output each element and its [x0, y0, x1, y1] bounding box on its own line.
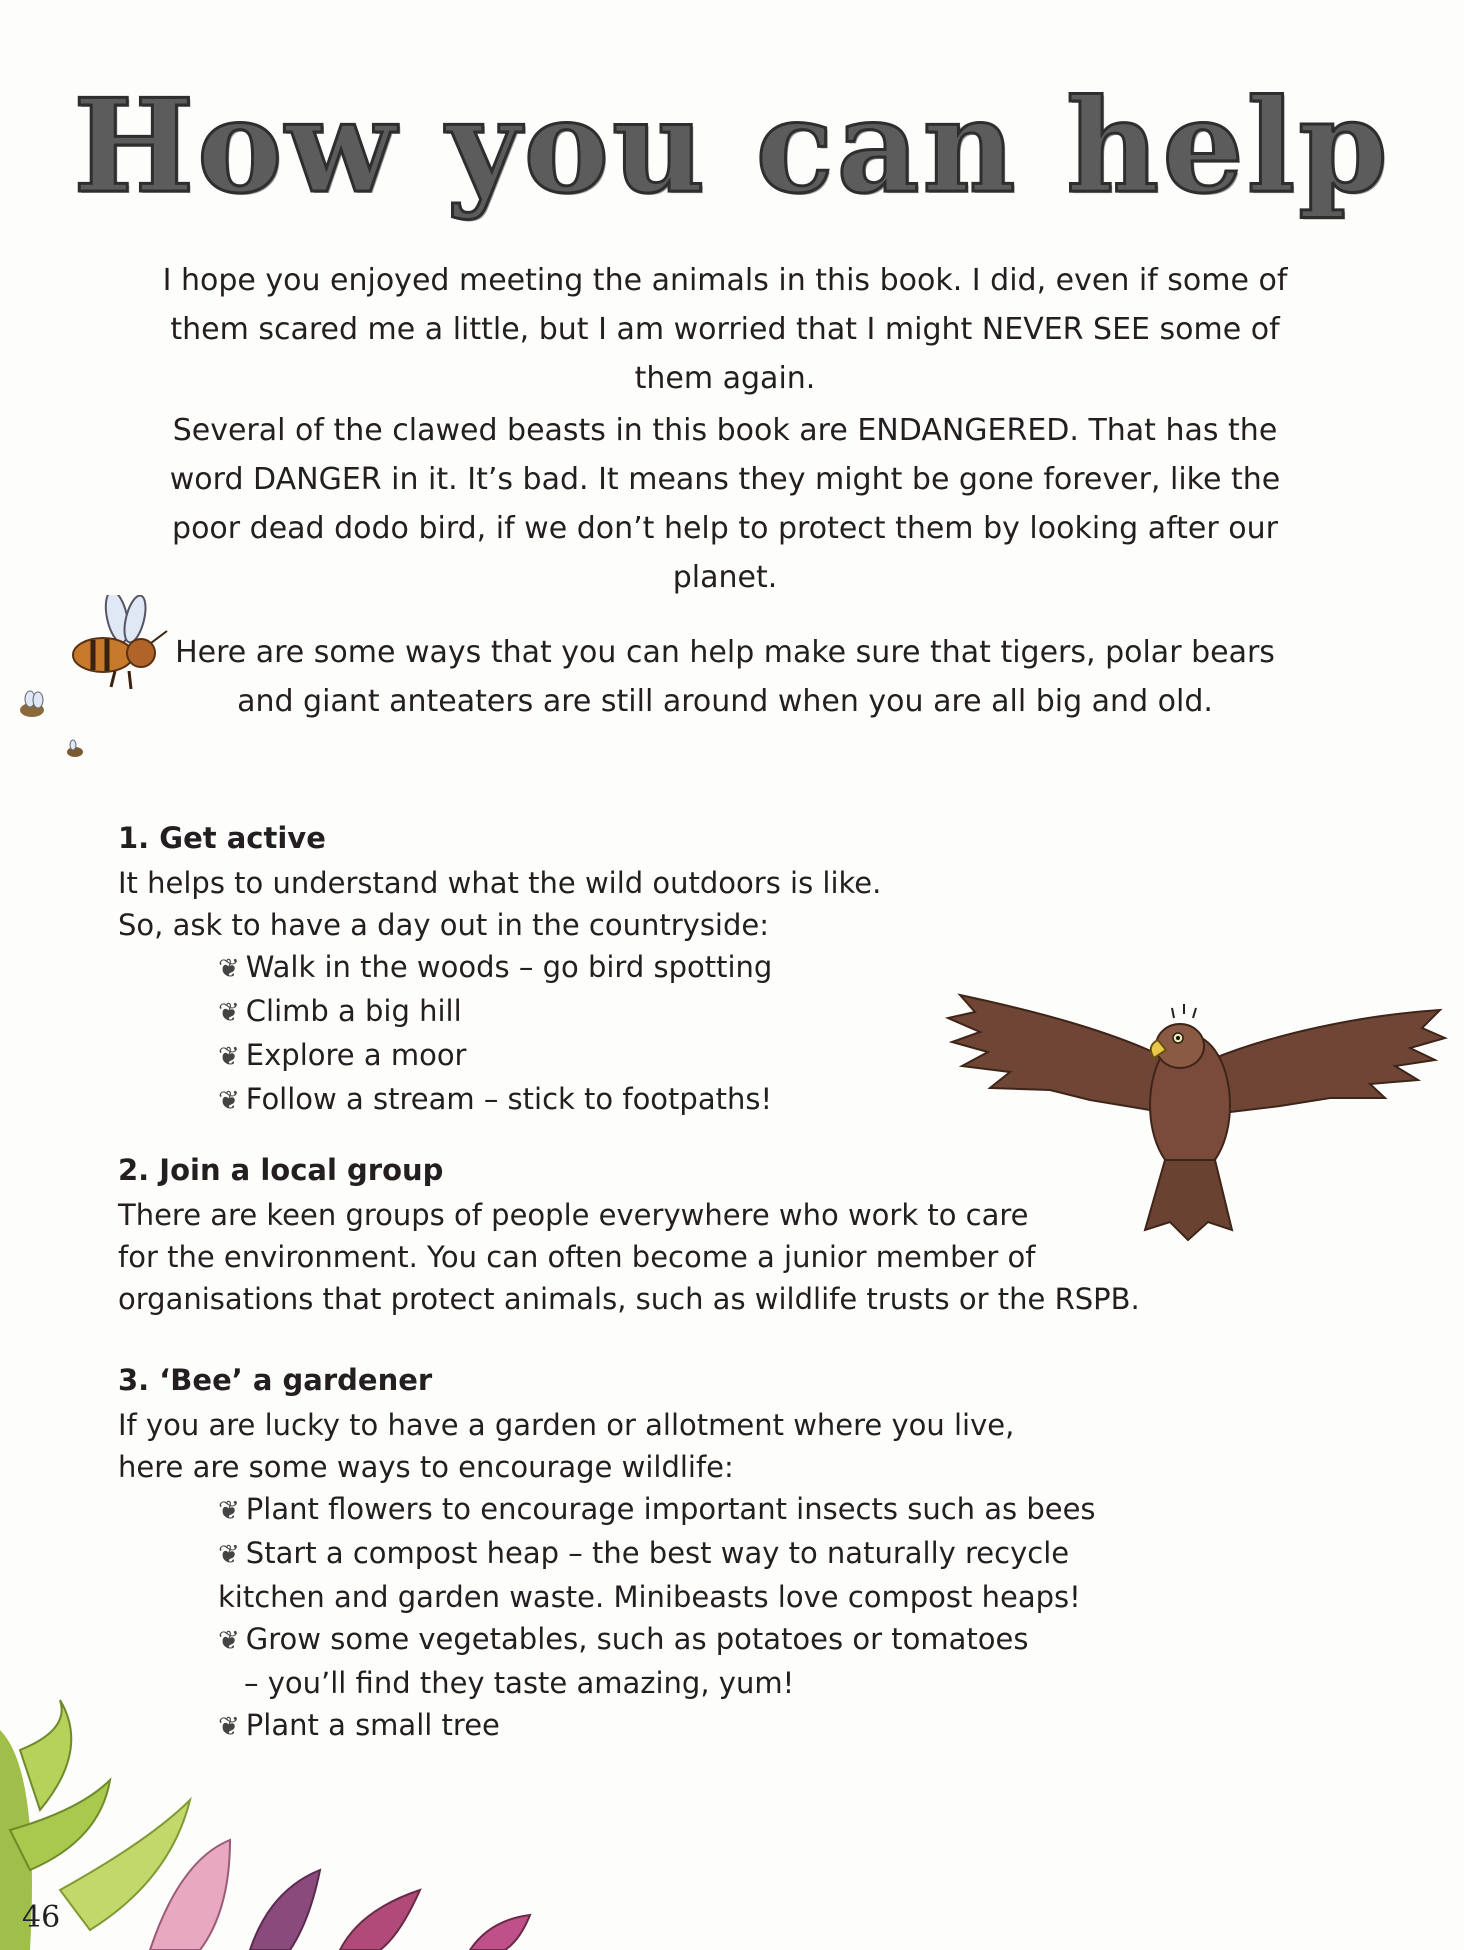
- list-item-continuation: – you’ll find they taste amazing, yum!: [244, 1666, 795, 1700]
- list-item: ❦ Follow a stream – stick to footpaths!: [218, 1082, 773, 1116]
- tiny-bee-icon: [62, 738, 88, 760]
- leaf-bullet-icon: ❦: [218, 1712, 240, 1742]
- section-2-line: There are keen groups of people everywhere who work to care: [118, 1198, 1029, 1232]
- leaf-bullet-icon: ❦: [218, 1042, 240, 1072]
- section-2-line: for the environment. You can often become a junior member of: [118, 1240, 1036, 1274]
- list-item: ❦ Explore a moor: [218, 1038, 467, 1072]
- list-item: ❦ Climb a big hill: [218, 994, 462, 1028]
- section-2-line: organisations that protect animals, such as wildlife trusts or the RSPB.: [118, 1282, 1140, 1316]
- leaf-bullet-icon: ❦: [218, 998, 240, 1028]
- intro-paragraph-2: Several of the clawed beasts in this book are ENDANGERED. That has the word DANGER in it. It’s bad. It means they might be gone forever, like the poor dead dodo bird, if we don’t help to protect them by looking after our planet.: [169, 413, 1281, 595]
- leaf-bullet-icon: ❦: [218, 1626, 240, 1656]
- list-item: ❦ Walk in the woods – go bird spotting: [218, 950, 773, 984]
- section-heading-join-group: 2. Join a local group: [118, 1153, 444, 1187]
- section-heading-bee-gardener: 3. ‘Bee’ a gardener: [118, 1363, 433, 1397]
- section-1-line: So, ask to have a day out in the countryside:: [118, 908, 769, 942]
- list-item-continuation: kitchen and garden waste. Minibeasts love compost heaps!: [218, 1580, 1081, 1614]
- intro-paragraph-1: I hope you enjoyed meeting the animals in this book. I did, even if some of them scared me a little, but I am worried that I might NEVER SEE some of them again.: [162, 263, 1288, 396]
- intro-paragraph-3: Here are some ways that you can help make sure that tigers, polar bears and giant anteaters are still around when you are all big and old.: [175, 635, 1275, 719]
- list-item: ❦ Plant flowers to encourage important insects such as bees: [218, 1492, 1096, 1526]
- section-3-line: If you are lucky to have a garden or allotment where you live,: [118, 1408, 1015, 1442]
- leaf-bullet-icon: ❦: [218, 1496, 240, 1526]
- plants-illustration: [0, 1690, 560, 1950]
- list-item: ❦ Plant a small tree: [218, 1708, 500, 1742]
- eagle-illustration: [940, 990, 1450, 1250]
- list-item: ❦ Grow some vegetables, such as potatoes or tomatoes: [218, 1622, 1029, 1656]
- page-title: How you can help: [73, 72, 1391, 222]
- leaf-bullet-icon: ❦: [218, 1540, 240, 1570]
- bee-illustration: [55, 595, 175, 715]
- section-heading-get-active: 1. Get active: [118, 821, 326, 855]
- small-bee-icon: [12, 690, 52, 724]
- get-active-list: [218, 946, 772, 1122]
- leaf-bullet-icon: ❦: [218, 954, 240, 984]
- leaf-bullet-icon: ❦: [218, 1086, 240, 1116]
- section-1-line: It helps to understand what the wild outdoors is like.: [118, 866, 882, 900]
- list-item: ❦ Start a compost heap – the best way to naturally recycle: [218, 1536, 1070, 1570]
- page-number: 46: [22, 1900, 61, 1935]
- section-3-line: here are some ways to encourage wildlife:: [118, 1450, 734, 1484]
